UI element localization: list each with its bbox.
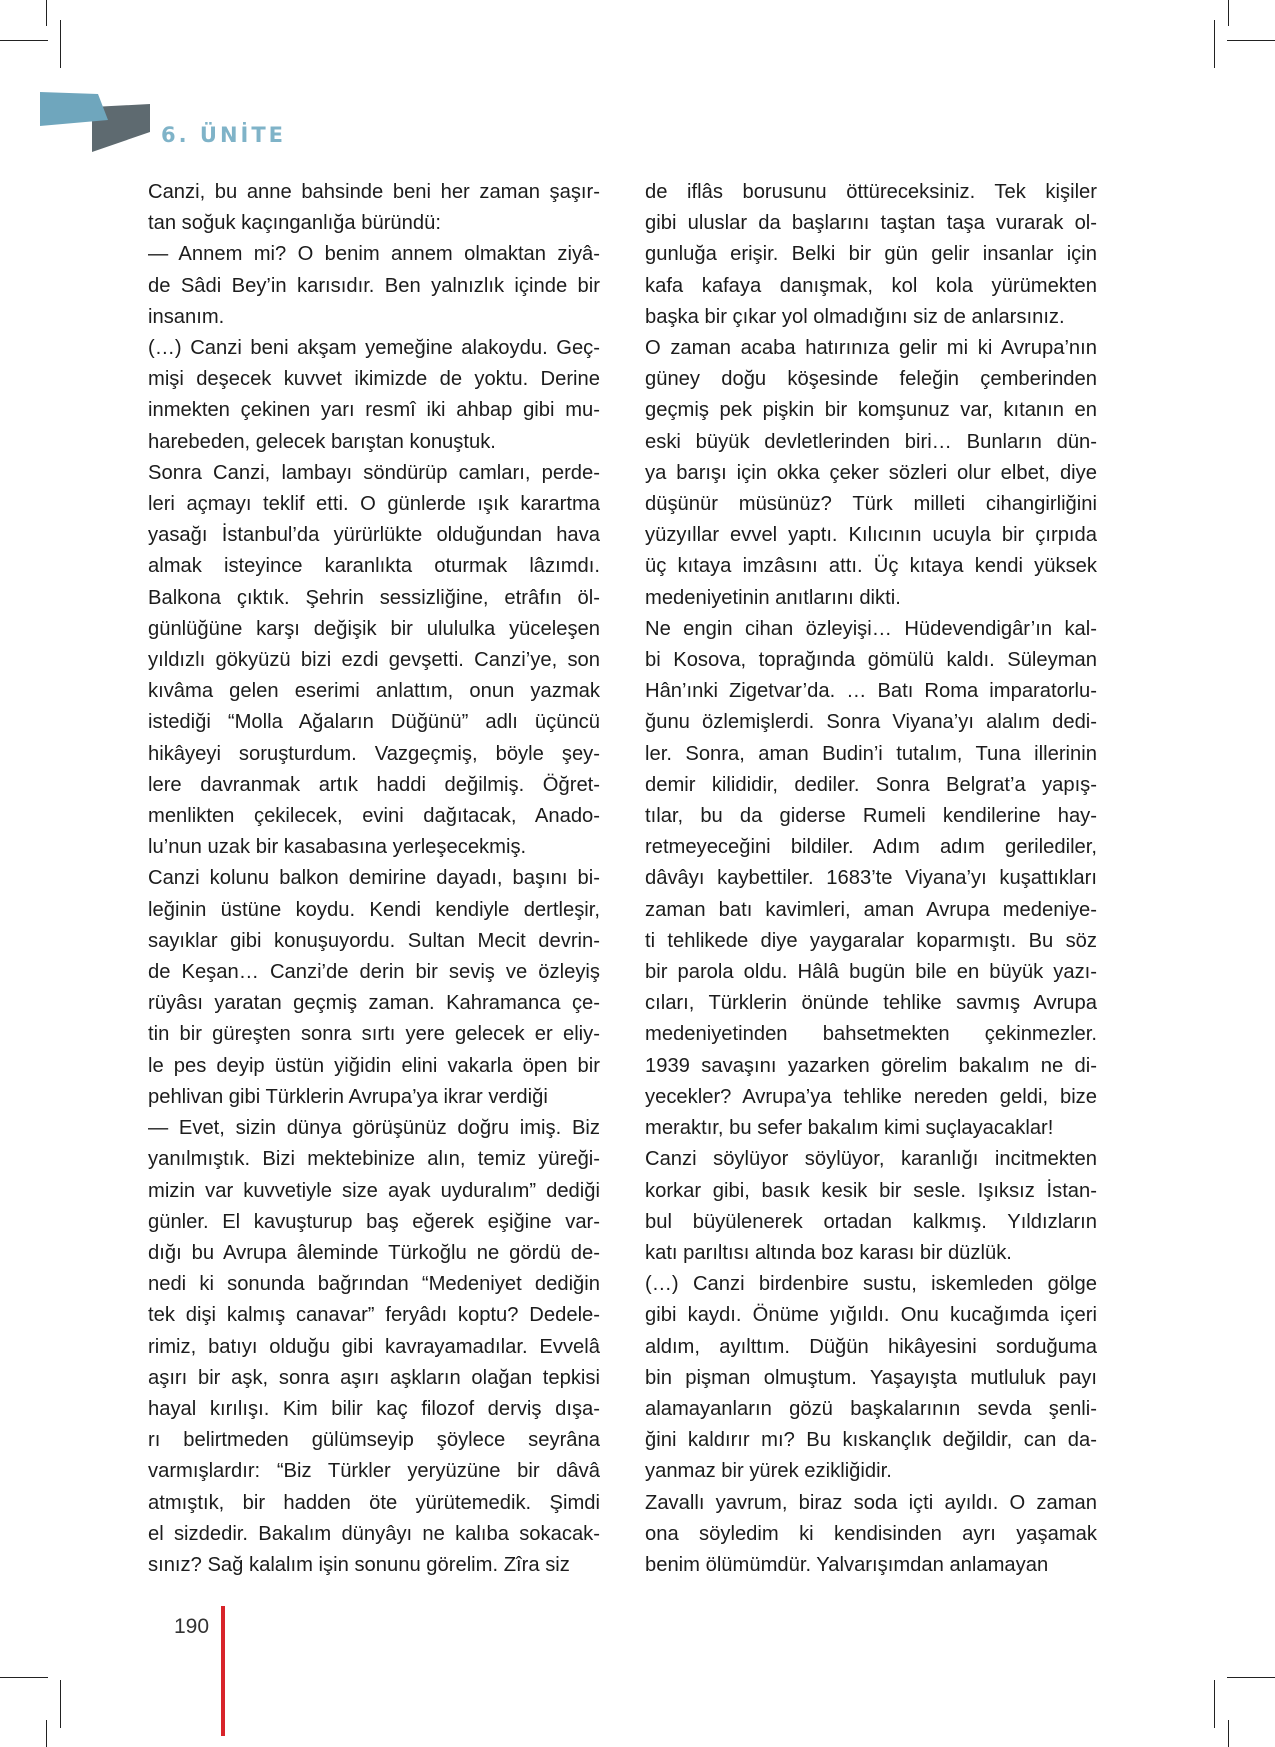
text-line: ğunu özlemişlerdi. Sonra Viyana’yı alalım dedi- — [645, 711, 1097, 734]
text-line: Canzi söylüyor söylüyor, karanlığı incitmekten — [645, 1148, 1097, 1171]
text-line: korkar gibi, basık kesik bir sesle. Işıksız İstan- — [645, 1179, 1097, 1202]
text-line: tek dişi kalmış canavar” feryâdı koptu? Dedele- — [148, 1304, 600, 1327]
text-line: benim ölümümdür. Yalvarışımdan anlamayan — [645, 1553, 1049, 1576]
text-line: menlikten çekilecek, evini dağıtacak, Anado- — [148, 805, 600, 828]
text-line: bir parola oldu. Hâlâ bugün bile en büyük yazı- — [645, 961, 1097, 984]
text-line: aldım, ayılttım. Düğün hikâyesini sorduğuma — [645, 1335, 1097, 1358]
text-line: (…) Canzi birdenbire sustu, iskemleden gölge — [645, 1273, 1097, 1296]
text-line: gibi uluslar da başlarını taştan taşa vurarak ol- — [645, 212, 1097, 235]
text-line: eski büyük devletlerinden biri… Bunların dün- — [645, 430, 1097, 453]
text-line: leri açmayı teklif etti. O günlerde ışık karartma — [148, 493, 600, 516]
crop-mark — [46, 0, 47, 26]
text-line: günlüğüne karşı değişik bir ulululka yüceleşen — [148, 617, 600, 640]
text-line: almak isteyince karanlıkta oturmak lâzımdı. — [148, 555, 600, 578]
text-line: yanmaz bir yürek ezikliğidir. — [645, 1460, 892, 1483]
text-line: mizin var kuvvetiyle size ayak uyduralım” dediği — [148, 1179, 600, 1202]
text-line: harebeden, gelecek barıştan konuştuk. — [148, 430, 496, 453]
text-line: kafa kafaya danışmak, kol kola yürümekten — [645, 274, 1097, 297]
text-line: lu’nun uzak bir kasabasına yerleşecekmiş. — [148, 836, 527, 859]
text-line: yüzyıllar evvel yaptı. Kılıcının ucuyla bir çırpıda — [645, 524, 1097, 547]
text-line: rı belirtmeden gülümseyip şöylece seyrâna — [148, 1429, 600, 1452]
text-line: hikâyeyi soruşturdum. Vazgeçmiş, böyle şey- — [148, 742, 600, 765]
text-line: atmıştık, bir hadden öte yürütemedik. Şimdi — [148, 1491, 600, 1514]
text-line: alamayanların gözü başkalarının sevda şenli- — [645, 1397, 1097, 1420]
text-line: geçmiş pek pişkin bir komşunuz var, kıtanın en — [645, 399, 1097, 422]
text-line: hayal kırılışı. Kim bilir kaç filozof derviş dışa- — [148, 1397, 600, 1420]
text-line: yıldızlı gökyüzü bizi ezdi gevşetti. Canzi’ye, son — [148, 649, 600, 672]
text-line: insanım. — [148, 305, 225, 328]
crop-mark — [0, 40, 48, 41]
text-line: Ne engin cihan özleyişi… Hüdevendigâr’ın kal- — [645, 617, 1097, 640]
text-line: tin bir güreşten sonra sırtı yere gelecek er eliy- — [148, 1023, 600, 1046]
text-line: istediği “Molla Ağaların Düğünü” adlı üçüncü — [148, 711, 600, 734]
text-line: pehlivan gibi Türklerin Avrupa’ya ikrar verdiği — [148, 1085, 548, 1108]
unit-header-graphic — [40, 92, 150, 152]
text-line: zaman batı kavimleri, aman Avrupa medeniye- — [645, 898, 1097, 921]
text-line: katı parıltısı altında boz karası bir düzlük. — [645, 1241, 1012, 1264]
crop-mark — [1214, 1680, 1215, 1728]
text-line: Hân’ınki Zigetvar’da. … Batı Roma imparatorlu- — [645, 680, 1097, 703]
text-line: gibi kaydı. Önüme yığıldı. Onu kucağımda içeri — [645, 1304, 1097, 1327]
text-line: günler. El kavuşturup baş eğerek eşiğine var- — [148, 1210, 600, 1233]
text-line: nedi ki sonunda bağrından “Medeniyet dediğin — [148, 1273, 600, 1296]
text-line: medeniyetinin anıtlarını dikti. — [645, 586, 901, 609]
text-line: cıları, Türklerin önünde tehlike savmış Avrupa — [645, 992, 1097, 1015]
text-line: (…) Canzi beni akşam yemeğine alakoydu. Geç- — [148, 337, 600, 360]
text-line: leğinin üstüne koydu. Kendi kendiyle dertleşir, — [148, 898, 600, 921]
text-line: ler. Sonra, aman Budin’i tutalım, Tuna illerinin — [645, 742, 1097, 765]
text-line: sayıklar gibi konuşuyordu. Sultan Mecit devrin- — [148, 929, 600, 952]
text-line: Zavallı yavrum, biraz soda içti ayıldı. O zaman — [645, 1491, 1097, 1514]
text-line: varmışlardır: “Biz Türkler yeryüzüne bir dâvâ — [148, 1460, 600, 1483]
text-line: bi Kosova, toprağında gömülü kaldı. Süleyman — [645, 649, 1097, 672]
crop-mark — [1227, 40, 1275, 41]
text-line: tan soğuk kaçınganlığa büründü: — [148, 212, 441, 235]
text-line: yecekler? Avrupa’ya tehlike nereden geldi, bize — [645, 1085, 1097, 1108]
crop-mark — [60, 1680, 61, 1728]
text-line: medeniyetinden bahsetmekten çekinmezler. — [645, 1023, 1097, 1046]
text-line: bin pişman olmuştum. Yaşayışta mutluluk payı — [645, 1366, 1097, 1389]
right-text-column — [645, 177, 1097, 1581]
text-line: ğini kaldırır mı? Bu kıskançlık değildir, can da- — [645, 1429, 1097, 1452]
text-line: gunluğa erişir. Belki bir gün gelir insanlar için — [645, 243, 1097, 266]
crop-mark — [1214, 20, 1215, 68]
text-line: Canzi kolunu balkon demirine dayadı, başını bi- — [148, 867, 600, 890]
text-line: yanılmıştık. Bizi mektebinize alın, temiz yüreği- — [148, 1148, 600, 1171]
text-line: retmeyeceğini bildiler. Adım adım gerilediler, — [645, 836, 1097, 859]
text-line: tılar, bu da giderse Rumeli kendilerine hay- — [645, 805, 1097, 828]
text-line: Sonra Canzi, lambayı söndürüp camları, perde- — [148, 461, 600, 484]
text-line: ya barışı için okka çeker sözleri olur elbet, diye — [645, 461, 1097, 484]
text-line: Canzi, bu anne bahsinde beni her zaman şaşır- — [148, 181, 600, 203]
text-line: Balkona çıktık. Şehrin sessizliğine, etrâfın öl- — [148, 586, 600, 609]
text-line: 1939 savaşını yazarken görelim bakalım ne di- — [645, 1054, 1097, 1077]
text-line: inmekten çekinen yarı resmî iki ahbap gibi mu- — [148, 399, 600, 422]
crop-mark — [0, 1677, 48, 1678]
text-line: — Evet, sizin dünya görüşünüz doğru imiş. Biz — [148, 1117, 600, 1140]
text-line: üç kıtaya imzâsını attı. Üç kıtaya kendi yüksek — [645, 555, 1097, 578]
crop-mark — [1228, 0, 1229, 26]
text-line: el sizdedir. Bakalım dünyâyı ne kalıba sokacak- — [148, 1522, 600, 1545]
crop-mark — [60, 20, 61, 68]
text-line: rüyâsı yaratan geçmiş zaman. Kahramanca çe- — [148, 992, 600, 1015]
text-line: başka bir çıkar yol olmadığını siz de anlarsınız. — [645, 305, 1065, 328]
text-line: de Keşan… Canzi’de derin bir seviş ve özleyiş — [148, 961, 600, 984]
text-line: güney doğu köşesinde feleğin çemberinden — [645, 368, 1097, 391]
crop-mark — [1228, 1720, 1229, 1747]
text-line: de Sâdi Bey’in karısıdır. Ben yalnızlık içinde bir — [148, 274, 600, 297]
text-line: yasağı İstanbul’da yürürlükte olduğundan hava — [148, 524, 600, 547]
text-line: le pes deyip üstün yiğidin elini vakarla öpen bir — [148, 1054, 600, 1077]
text-line: aşırı bir aşk, sonra aşırı aşkların olağan tepkisi — [148, 1366, 600, 1389]
crop-mark — [46, 1720, 47, 1747]
text-line: kıvâma gelen eserimi anlattım, onun yazmak — [148, 680, 600, 703]
text-line: ti tehlikede diye yaygaralar koparmıştı. Bu söz — [645, 929, 1097, 952]
left-text-column — [148, 177, 600, 1581]
text-line: — Annem mi? O benim annem olmaktan ziyâ- — [148, 243, 600, 266]
text-line: meraktır, bu sefer bakalım kimi suçlayacaklar! — [645, 1117, 1054, 1140]
text-line: dâvâyı kaybettiler. 1683’te Viyana’yı kuşattıkları — [645, 867, 1097, 890]
text-line: lere davranmak artık haddi değilmiş. Öğret- — [148, 773, 600, 796]
text-line: mişi deşecek kuvvet ikimizde de yoktu. Derine — [148, 368, 600, 391]
text-line: sınız? Sağ kalalım işin sonunu görelim. Zîra siz — [148, 1553, 570, 1576]
text-line: bul büyülenerek ortadan kalkmış. Yıldızların — [645, 1210, 1097, 1233]
page-number-rule — [221, 1606, 225, 1736]
crop-mark — [1227, 1677, 1275, 1678]
text-line: O zaman acaba hatırınıza gelir mi ki Avrupa’nın — [645, 337, 1097, 360]
text-line: ona söyledim ki kendisinden ayrı yaşamak — [645, 1522, 1097, 1545]
text-line: rimiz, batıyı olduğu gibi kavrayamadılar. Evvelâ — [148, 1335, 600, 1358]
text-line: düşünür müsünüz? Türk milleti cihangirliğini — [645, 493, 1097, 516]
text-line: dığı bu Avrupa âleminde Türkoğlu ne gördü de- — [148, 1241, 600, 1264]
unit-label: 6. ÜNİTE — [161, 123, 287, 147]
page-number: 190 — [174, 1615, 210, 1638]
text-line: de iflâs borusunu öttüreceksiniz. Tek kişiler — [645, 181, 1097, 203]
text-line: demir kilididir, dediler. Sonra Belgrat’a yapış- — [645, 773, 1097, 796]
